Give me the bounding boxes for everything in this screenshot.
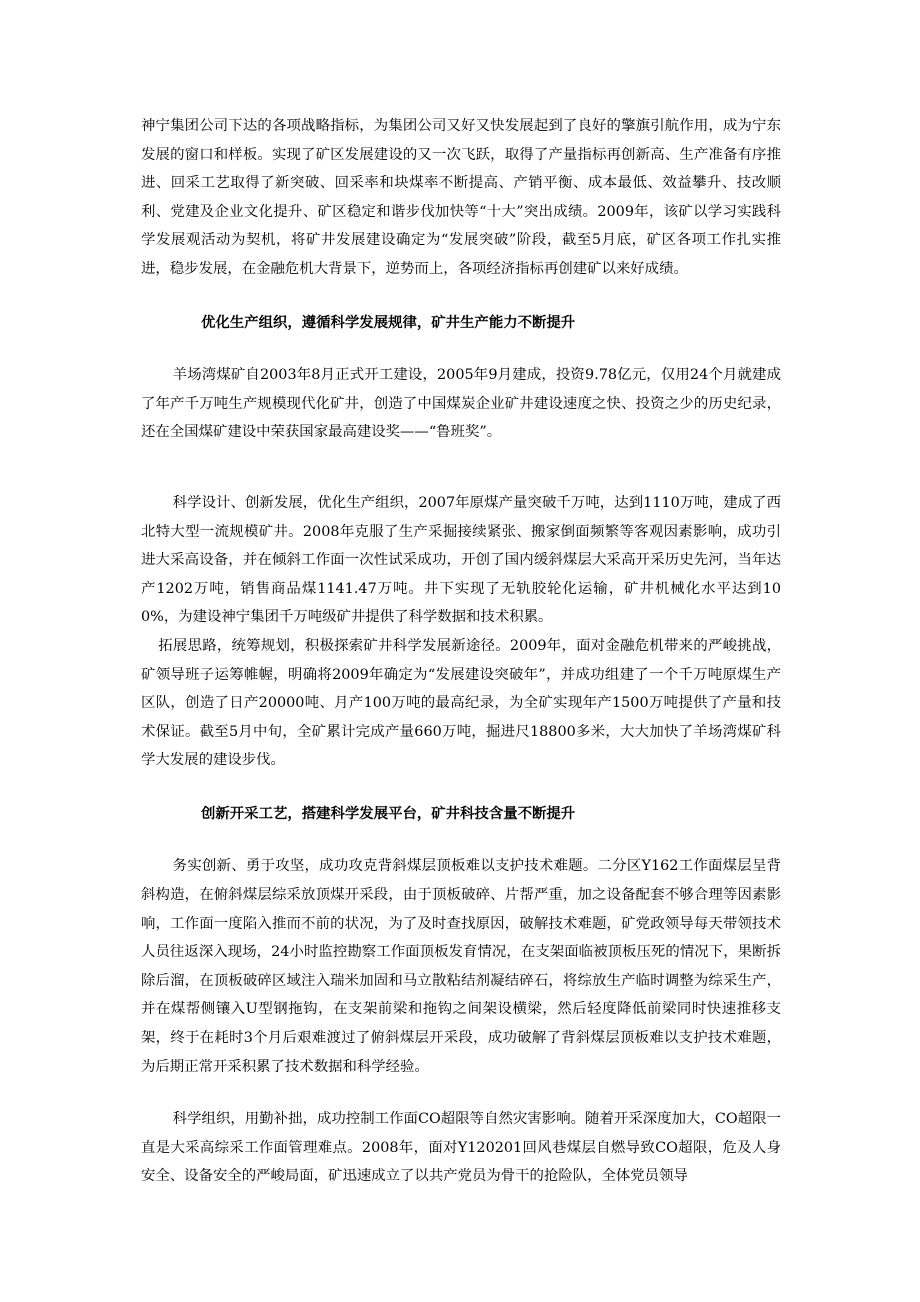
body-paragraph-co-control: 科学组织，用勤补拙，成功控制工作面CO超限等自然灾害影响。随着开采深度加大，CO超限一直是大采高综采工作面管理难点。2008年，面对Y120201回风巷煤层自燃导致CO超限，危及人身安全、设备安全的严峻局面，矿迅速成立了以共产党员为骨干的抢险队，全体党员领导 [141, 1111, 781, 1185]
document-page [141, 112, 781, 1191]
paragraph-spacer [141, 337, 781, 361]
body-paragraph-science-design: 科学设计、创新发展，优化生产组织，2007年原煤产量突破千万吨，达到1110万吨，建成了西北特大型一流规模矿井。2008年克服了生产采掘接续紧张、搬家倒面频繁等客观因素影响，成功引进大采高设备，并在倾斜工作面一次性试采成功，开创了国内缓斜煤层大采高开采历史先河，当年达产1202万吨，销售商品煤1141.47万吨。井下实现了无轨胶轮化运输，矿井机械化水平达到100%，为建设神宁集团千万吨级矿井提供了科学数据和技术积累。 [141, 494, 781, 626]
paragraph-spacer [141, 447, 781, 489]
section-heading-production: 优化生产组织，遵循科学发展规律，矿井生产能力不断提升 [201, 313, 576, 331]
section-heading-technology: 创新开采工艺，搭建科学发展平台，矿井科技含量不断提升 [201, 804, 576, 822]
paragraph-spacer [141, 828, 781, 852]
body-paragraph-intro: 神宁集团公司下达的各项战略指标，为集团公司又好又快发展起到了良好的擎旗引航作用，成为宁东发展的窗口和样板。实现了矿区发展建设的又一次飞跃，取得了产量指标再创新高、生产准备有序推进、回采工艺取得了新突破、回采率和块煤率不断提高、产销平衡、成本最低、效益攀升、技改顺利、党建及企业文化提升、矿区稳定和谐步伐加快等“十大”突出成绩。2009年，该矿以学习实践科学发展观活动为契机，将矿井发展建设确定为“发展突破”阶段，截至5月底，矿区各项工作扎实推进，稳步发展，在金融危机大背景下，逆势而上，各项经济指标再创建矿以来好成绩。 [141, 118, 781, 277]
body-paragraph-expand-ideas: 拓展思路，统筹规划，积极探索矿井科学发展新途径。2009年，面对金融危机带来的严峻挑战，矿领导班子运筹帷幄，明确将2009年确定为“发展建设突破年”，并成功组建了一个千万吨原煤生产区队，创造了日产20000吨、月产100万吨的最高纪录，为全矿实现年产1500万吨提供了产量和技术保证。截至5月中旬，全矿累计完成产量660万吨，掘进尺18800多米，大大加快了羊场湾煤矿科学大发展的建设步伐。 [141, 637, 781, 769]
paragraph-spacer [141, 284, 781, 309]
paragraph-spacer [141, 775, 781, 800]
body-paragraph-innovation: 务实创新、勇于攻坚，成功攻克背斜煤层顶板难以支护技术难题。二分区Y162工作面煤层呈背斜构造，在俯斜煤层综采放顶煤开采段，由于顶板破碎、片帮严重，加之设备配套不够合理等因素影响，工作面一度陷入推而不前的状况，为了及时查找原因，破解技术难题，矿党政领导每天带领技术人员往返深入现场，24小时监控勘察工作面顶板发育情况，在支架面临被顶板压死的情况下，果断拆除后溜，在顶板破碎区域注入瑞米加固和马立散粘结剂凝结碎石，将综放生产临时调整为综采生产，并在煤帮侧镶入U型钢拖钩，在支架前梁和拖钩之间架设横梁，然后轻度降低前梁同时快速推移支架，终于在耗时3个月后艰难渡过了俯斜煤层开采段，成功破解了背斜煤层顶板难以支护技术难题，为后期正常开采积累了技术数据和科学经验。 [141, 858, 781, 1075]
paragraph-spacer [141, 1081, 781, 1105]
body-paragraph-yangchangwan: 羊场湾煤矿自2003年8月正式开工建设，2005年9月建成，投资9.78亿元，仅用24个月就建成了年产千万吨生产规模现代化矿井，创造了中国煤炭企业矿井建设速度之快、投资之少的历史纪录，还在全国煤矿建设中荣获国家最高建设奖——“鲁班奖”。 [141, 367, 781, 441]
